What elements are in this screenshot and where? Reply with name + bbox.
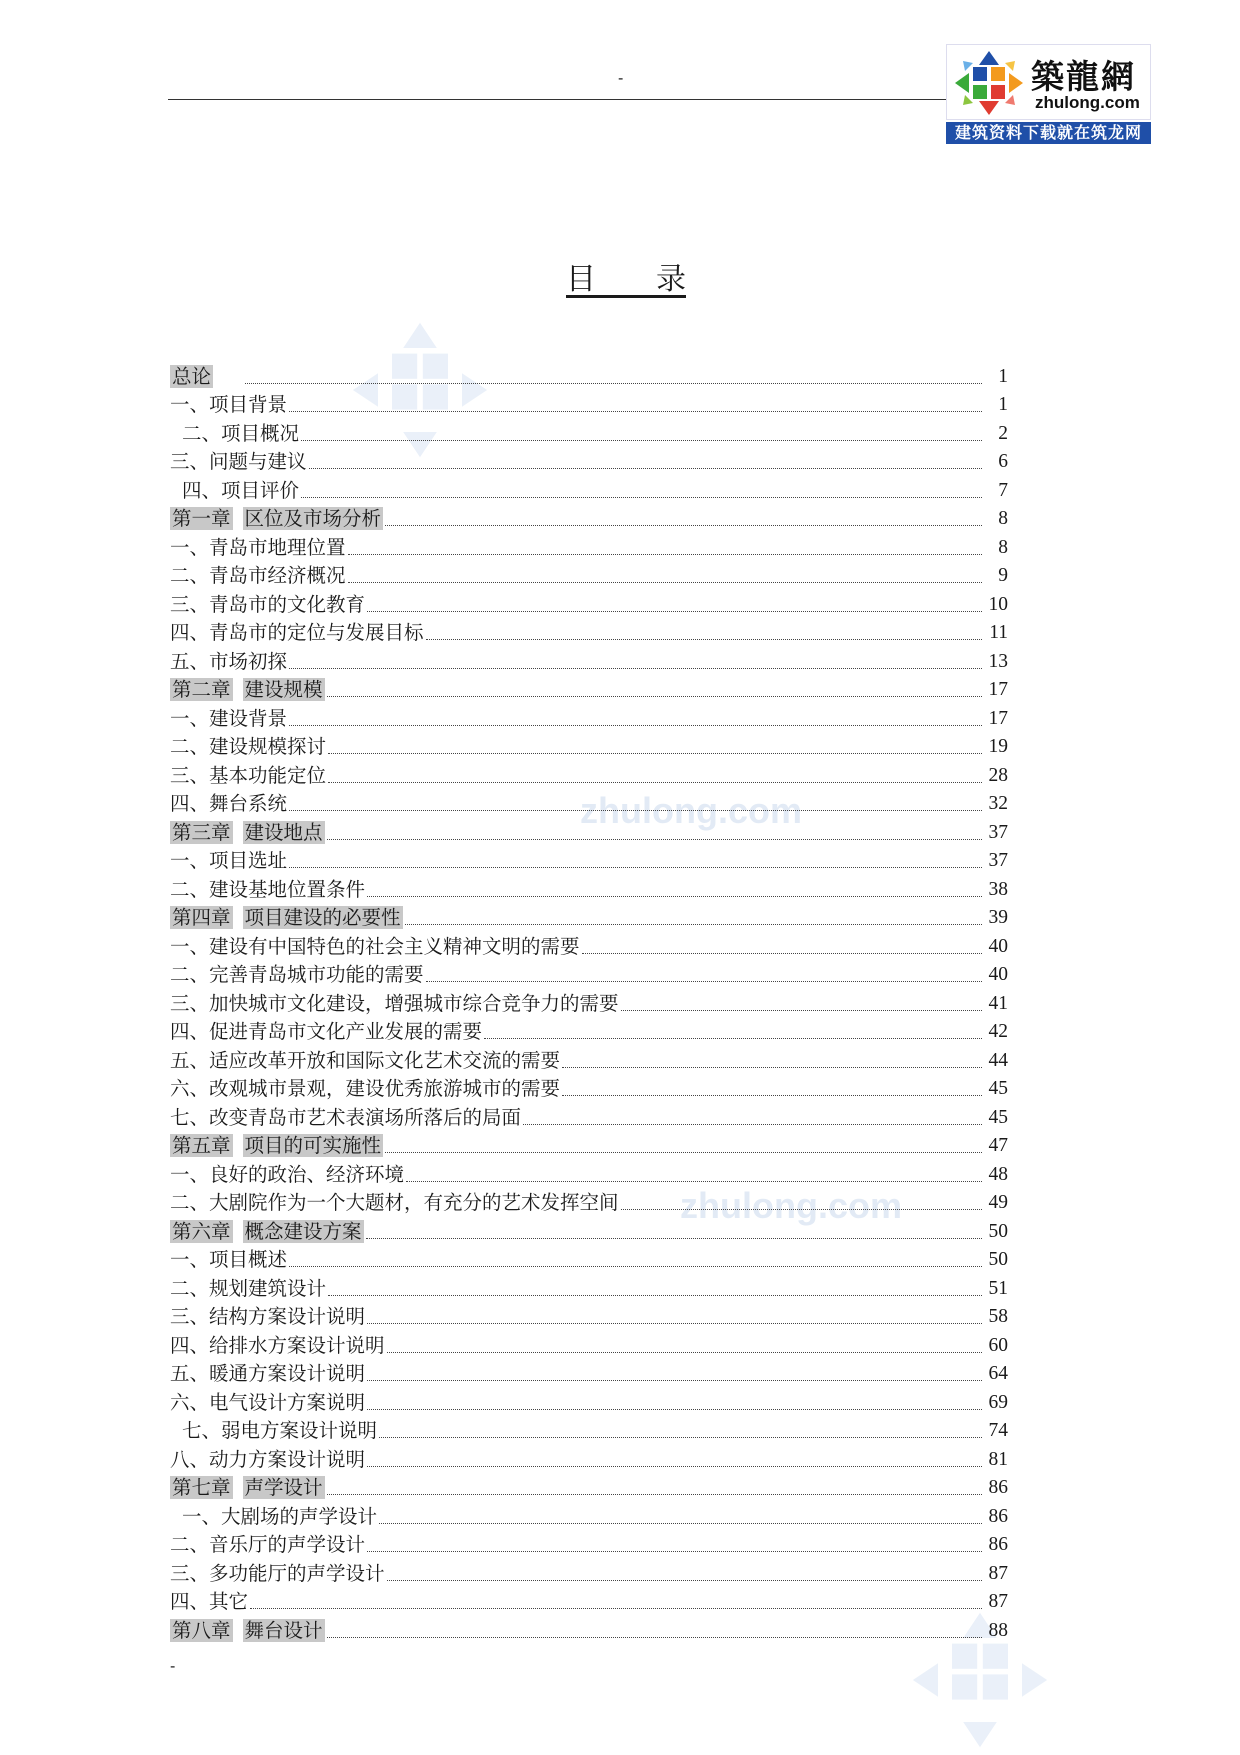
toc-entry-row[interactable] — [170, 873, 1008, 902]
toc-chapter-title: 建设规模 — [244, 678, 323, 701]
toc-entry-label: 三、青岛市的文化教育 — [170, 592, 366, 616]
toc-page-number: 50 — [988, 1220, 1008, 1242]
toc-chapter-heading — [170, 1619, 325, 1643]
toc-chapter-title: 建设地点 — [244, 820, 323, 844]
toc-entry-row[interactable] — [170, 446, 1008, 475]
toc-page-number: 45 — [988, 1078, 1008, 1099]
toc-page-number: 40 — [988, 964, 1008, 985]
toc-entry-row[interactable] — [170, 645, 1008, 674]
toc-entry-label: 一、青岛市地理位置 — [170, 535, 346, 559]
toc-entry-label: 八、动力方案设计说明 — [170, 1447, 366, 1471]
toc-entry-row[interactable] — [170, 1329, 1008, 1358]
zhulong-snowflake-logo-icon — [951, 49, 1027, 117]
toc-page-number: 87 — [988, 1591, 1008, 1612]
toc-dot-leader — [582, 953, 982, 954]
toc-page-number: 69 — [988, 1391, 1008, 1413]
toc-page-number: 74 — [988, 1420, 1008, 1441]
toc-entry-label: 五、适应改革开放和国际文化艺术交流的需要 — [170, 1048, 561, 1072]
toc-entry-row[interactable] — [170, 1244, 1008, 1273]
toc-entry-row[interactable] — [170, 389, 1008, 418]
toc-entry-label: 三、结构方案设计说明 — [170, 1305, 366, 1328]
toc-chapter-title: 声学设计 — [244, 1476, 323, 1499]
toc-entry-row[interactable] — [170, 1016, 1008, 1045]
toc-chapter-number: 第一章 — [172, 507, 231, 530]
toc-entry-label: 六、改观城市景观，建设优秀旅游城市的需要 — [170, 1077, 561, 1100]
toc-page-number: 1 — [998, 394, 1008, 415]
toc-section-title: 总论 — [172, 364, 212, 388]
toc-page-number: 60 — [988, 1334, 1008, 1356]
toc-page-number: 13 — [988, 650, 1008, 672]
toc-entry-label: 四、其它 — [170, 1590, 249, 1613]
page-title: 目 录 — [566, 262, 686, 297]
toc-entry-row[interactable] — [170, 1443, 1008, 1472]
toc-dot-leader — [484, 1038, 982, 1039]
toc-chapter-heading — [170, 1476, 325, 1500]
toc-dot-leader — [328, 782, 982, 783]
toc-dot-leader — [245, 383, 982, 384]
toc-chapter-number: 第二章 — [172, 678, 231, 701]
toc-page-number: 2 — [998, 422, 1008, 444]
toc-entry-row[interactable] — [170, 588, 1008, 617]
toc-entry-row[interactable] — [170, 788, 1008, 817]
logo-brand-cn: 築龍網 — [1031, 57, 1136, 96]
toc-dot-leader — [562, 1067, 982, 1068]
toc-chapter-number: 第五章 — [172, 1134, 231, 1157]
toc-dot-leader — [426, 639, 982, 640]
toc-page-number: 1 — [998, 365, 1008, 387]
toc-chapter-number: 第六章 — [172, 1219, 231, 1243]
toc-entry-label: 二、音乐厅的声学设计 — [170, 1533, 366, 1556]
toc-section-heading — [170, 365, 243, 389]
watermark-text: zhulong.com — [580, 790, 802, 831]
toc-dot-leader — [289, 725, 982, 726]
toc-chapter-heading — [170, 1134, 383, 1158]
toc-dot-leader — [562, 1095, 982, 1096]
toc-page-number: 28 — [988, 764, 1008, 786]
toc-entry-row[interactable] — [170, 731, 1008, 760]
toc-entry-label: 四、促进青岛市文化产业发展的需要 — [170, 1020, 483, 1043]
toc-entry-row[interactable] — [170, 1386, 1008, 1415]
toc-entry-label: 一、项目背景 — [170, 393, 288, 416]
toc-entry-row[interactable] — [170, 930, 1008, 959]
toc-dot-leader — [385, 525, 982, 526]
header-rule — [168, 99, 946, 100]
toc-entry-row[interactable] — [170, 702, 1008, 731]
footer-mark: - — [170, 1658, 176, 1675]
toc-dot-leader — [327, 696, 982, 697]
toc-entry-label: 一、建设有中国特色的社会主义精神文明的需要 — [170, 934, 580, 958]
toc-entry-label: 五、市场初探 — [170, 649, 288, 673]
toc-entry-row[interactable] — [170, 531, 1008, 560]
toc-dot-leader — [379, 1523, 982, 1524]
toc-entry-row[interactable] — [170, 1073, 1008, 1102]
toc-dot-leader — [367, 1323, 982, 1324]
toc-entry-label: 一、项目概述 — [170, 1248, 288, 1271]
toc-entry-label: 四、给排水方案设计说明 — [170, 1333, 385, 1357]
toc-entry-label: 七、弱电方案设计说明 — [182, 1419, 378, 1442]
toc-chapter-row[interactable] — [170, 902, 1008, 931]
toc-entry-row[interactable] — [170, 1158, 1008, 1187]
toc-dot-leader — [328, 753, 982, 754]
toc-page-number: 32 — [988, 793, 1008, 814]
toc-dot-leader — [367, 1380, 982, 1381]
toc-page-number: 40 — [988, 935, 1008, 957]
zhulong-logo[interactable] — [946, 44, 1151, 144]
toc-entry-row[interactable] — [170, 1529, 1008, 1558]
toc-page-number: 86 — [988, 1534, 1008, 1555]
toc-entry-row[interactable] — [170, 1272, 1008, 1301]
toc-entry-label: 五、暖通方案设计说明 — [170, 1362, 366, 1385]
toc-chapter-row[interactable] — [170, 674, 1008, 703]
toc-page-number: 11 — [989, 622, 1008, 643]
toc-page-number: 58 — [988, 1306, 1008, 1327]
toc-page-number: 49 — [988, 1192, 1008, 1213]
toc-entry-label: 三、多功能厅的声学设计 — [170, 1561, 385, 1585]
toc-chapter-number: 第三章 — [172, 820, 231, 844]
toc-dot-leader — [405, 924, 982, 925]
toc-chapter-row[interactable] — [170, 1130, 1008, 1159]
toc-entry-label: 二、青岛市经济概况 — [170, 564, 346, 587]
toc-page-number: 87 — [988, 1562, 1008, 1584]
logo-panel — [946, 44, 1151, 120]
toc-entry-label: 一、良好的政治、经济环境 — [170, 1162, 405, 1186]
toc-page-number: 41 — [988, 992, 1008, 1014]
toc-entry-label: 七、改变青岛市艺术表演场所落后的局面 — [170, 1105, 522, 1129]
toc-dot-leader — [367, 1409, 982, 1410]
toc-dot-leader — [289, 867, 982, 868]
toc-dot-leader — [289, 1266, 982, 1267]
toc-dot-leader — [327, 1637, 982, 1638]
toc-entry-row[interactable] — [170, 1557, 1008, 1586]
toc-chapter-row[interactable] — [170, 1614, 1008, 1643]
toc-entry-row[interactable] — [170, 959, 1008, 988]
toc-entry-label: 四、青岛市的定位与发展目标 — [170, 621, 424, 644]
toc-dot-leader — [387, 1352, 982, 1353]
toc-page-number: 81 — [988, 1448, 1008, 1470]
toc-page-number: 7 — [998, 479, 1008, 501]
toc-chapter-row[interactable] — [170, 1472, 1008, 1501]
toc-entry-row[interactable] — [170, 759, 1008, 788]
toc-page-number: 45 — [988, 1106, 1008, 1128]
toc-entry-row[interactable] — [170, 617, 1008, 646]
watermark-text: zhulong.com — [680, 1185, 902, 1226]
toc-chapter-title: 项目的可实施性 — [244, 1134, 382, 1157]
toc-entry-label: 三、基本功能定位 — [170, 763, 327, 787]
toc-entry-label: 二、规划建筑设计 — [170, 1276, 327, 1300]
toc-entry-row[interactable] — [170, 1301, 1008, 1330]
toc-entry-row[interactable] — [170, 1358, 1008, 1387]
toc-dot-leader — [289, 810, 982, 811]
toc-entry-label: 一、大剧场的声学设计 — [182, 1504, 378, 1528]
toc-entry-label: 二、建设规模探讨 — [170, 735, 327, 758]
toc-page-number: 19 — [988, 736, 1008, 757]
toc-dot-leader — [366, 1238, 982, 1239]
toc-entry-label: 四、项目评价 — [182, 478, 300, 502]
toc-chapter-number: 第七章 — [172, 1476, 231, 1499]
toc-entry-row[interactable] — [170, 1044, 1008, 1073]
toc-dot-leader — [367, 611, 982, 612]
toc-page-number: 86 — [988, 1477, 1008, 1498]
toc-page-number: 8 — [998, 536, 1008, 558]
toc-page-number: 9 — [998, 565, 1008, 586]
toc-dot-leader — [328, 1295, 982, 1296]
toc-chapter-title: 舞台设计 — [244, 1618, 323, 1642]
toc-entry-label: 四、舞台系统 — [170, 792, 288, 815]
toc-chapter-title: 区位及市场分析 — [244, 507, 382, 530]
toc-dot-leader — [289, 668, 982, 669]
toc-page-number: 17 — [988, 679, 1008, 700]
toc-page-number: 17 — [988, 707, 1008, 729]
toc-page-number: 42 — [988, 1021, 1008, 1042]
toc-page-number: 47 — [988, 1135, 1008, 1156]
toc-entry-label: 二、大剧院作为一个大题材，有充分的艺术发挥空间 — [170, 1191, 619, 1214]
toc-entry-row[interactable] — [170, 1187, 1008, 1216]
toc-dot-leader — [379, 1437, 982, 1438]
toc-entry-label: 二、完善青岛城市功能的需要 — [170, 963, 424, 986]
toc-dot-leader — [367, 1466, 982, 1467]
toc-dot-leader — [523, 1124, 982, 1125]
toc-chapter-heading — [170, 507, 383, 531]
toc-dot-leader — [327, 1494, 982, 1495]
toc-dot-leader — [301, 440, 982, 441]
toc-entry-row[interactable] — [170, 1101, 1008, 1130]
toc-page-number: 37 — [988, 821, 1008, 843]
toc-page-number: 38 — [988, 878, 1008, 900]
toc-chapter-heading — [170, 821, 325, 845]
toc-entry-label: 六、电气设计方案说明 — [170, 1390, 366, 1414]
toc-dot-leader — [301, 497, 982, 498]
toc-entry-row[interactable] — [170, 560, 1008, 589]
toc-entry-label: 一、项目选址 — [170, 849, 288, 872]
toc-dot-leader — [621, 1010, 982, 1011]
toc-dot-leader — [309, 468, 982, 469]
toc-page-number: 8 — [998, 508, 1008, 529]
toc-chapter-number: 第四章 — [172, 906, 231, 929]
toc-dot-leader — [621, 1209, 982, 1210]
toc-page-number: 37 — [988, 850, 1008, 871]
toc-entry-row[interactable] — [170, 360, 1008, 389]
toc-dot-leader — [289, 411, 982, 412]
toc-dot-leader — [367, 896, 982, 897]
toc-entry-label: 二、建设基地位置条件 — [170, 877, 366, 901]
logo-slogan: 建筑资料下载就在筑龙网 — [946, 122, 1151, 144]
toc-entry-row[interactable] — [170, 1415, 1008, 1444]
toc-page-number: 51 — [988, 1277, 1008, 1299]
toc-dot-leader — [406, 1181, 982, 1182]
toc-entry-row[interactable] — [170, 1500, 1008, 1529]
toc-page-number: 50 — [988, 1249, 1008, 1270]
toc-dot-leader — [348, 554, 982, 555]
toc-chapter-row[interactable] — [170, 816, 1008, 845]
header-mark: - — [618, 70, 624, 87]
toc-entry-row[interactable] — [170, 474, 1008, 503]
toc-dot-leader — [250, 1608, 982, 1609]
toc-chapter-title: 概念建设方案 — [244, 1219, 362, 1243]
toc-entry-row[interactable] — [170, 1586, 1008, 1615]
toc-page-number: 39 — [988, 907, 1008, 928]
toc-entry-row[interactable] — [170, 987, 1008, 1016]
toc-dot-leader — [327, 839, 982, 840]
toc-page-number: 64 — [988, 1363, 1008, 1384]
toc-chapter-row[interactable] — [170, 503, 1008, 532]
toc-chapter-row[interactable] — [170, 1215, 1008, 1244]
table-of-contents — [170, 360, 1008, 1643]
toc-page-number: 88 — [988, 1619, 1008, 1641]
logo-brand-en: zhulong.com — [1035, 93, 1140, 112]
toc-entry-label: 三、问题与建议 — [170, 450, 307, 473]
toc-chapter-title: 项目建设的必要性 — [244, 906, 401, 929]
toc-page-number: 86 — [988, 1505, 1008, 1527]
toc-chapter-number: 第八章 — [172, 1618, 231, 1642]
toc-dot-leader — [426, 981, 982, 982]
toc-chapter-heading — [170, 906, 403, 930]
toc-entry-row[interactable] — [170, 845, 1008, 874]
toc-entry-row[interactable] — [170, 417, 1008, 446]
toc-dot-leader — [385, 1152, 982, 1153]
toc-dot-leader — [367, 1551, 982, 1552]
toc-entry-label: 三、加快城市文化建设，增强城市综合竞争力的需要 — [170, 991, 619, 1015]
toc-chapter-heading — [170, 678, 325, 702]
toc-entry-label: 一、建设背景 — [170, 706, 288, 730]
toc-page-number: 6 — [998, 451, 1008, 472]
toc-page-number: 10 — [988, 593, 1008, 615]
toc-page-number: 44 — [988, 1049, 1008, 1071]
toc-chapter-heading — [170, 1220, 364, 1244]
toc-entry-label: 二、项目概况 — [182, 421, 300, 445]
toc-page-number: 48 — [988, 1163, 1008, 1185]
toc-dot-leader — [387, 1580, 982, 1581]
toc-dot-leader — [348, 582, 982, 583]
